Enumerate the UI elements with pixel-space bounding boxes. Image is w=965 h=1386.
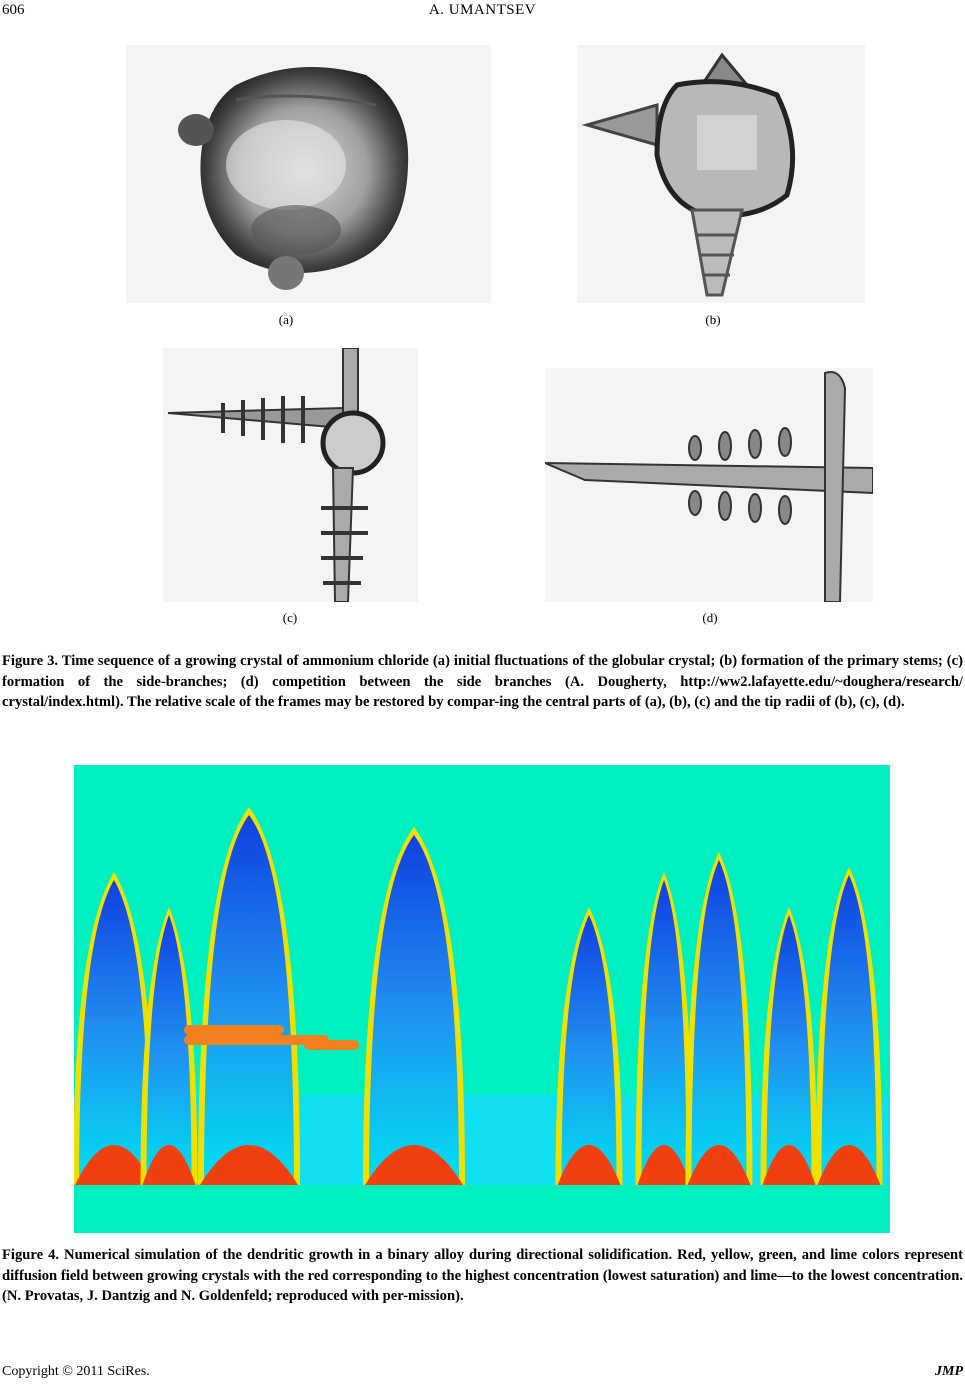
globular-crystal-image	[126, 45, 491, 303]
dendrite-body	[767, 915, 812, 1185]
page-number: 606	[2, 2, 25, 18]
figure3-panel-a	[126, 45, 491, 303]
side-branches-image	[163, 348, 418, 602]
dendrite-body	[822, 875, 877, 1185]
figure3-label-a: (a)	[278, 312, 294, 327]
figure3-panel-b	[577, 45, 865, 303]
journal-abbreviation: JMP	[935, 1364, 963, 1379]
dendrite-body	[204, 815, 294, 1185]
running-title: A. UMANTSEV	[428, 2, 537, 18]
figure4-simulation	[74, 765, 890, 1233]
primary-stems-image	[577, 45, 865, 303]
side-branch-competition-image	[545, 368, 873, 602]
figure3-caption	[2, 651, 963, 713]
figure3-label-d: (d)	[702, 610, 718, 625]
figure3-panel-d	[545, 368, 873, 602]
side-branch	[184, 1025, 284, 1035]
figure4-caption-text: Figure 4. Numerical simulation of the dendritic growth in a binary alloy during directional solidification. Red, yellow, green, and lime colors represent diffusion field between growing crystals with the red corresponding to the highest concentration (lowest saturation) and lime—to the lowest concentration. (N. Provatas, J. Dantzig and N. Goldenfeld; reproduced with per-mission).	[2, 1247, 963, 1304]
dendrite-body	[642, 880, 687, 1185]
dendrite-body	[692, 860, 747, 1185]
dendrite-body	[369, 835, 459, 1185]
copyright-notice: Copyright © 2011 SciRes.	[2, 1364, 150, 1379]
figure4-caption	[2, 1245, 963, 1307]
dendrite-body	[147, 915, 192, 1185]
side-branch	[304, 1040, 359, 1050]
dendritic-growth-simulation-image	[74, 765, 890, 1233]
dendrite-body	[79, 880, 149, 1185]
figure3-label-b: (b)	[705, 312, 721, 327]
bottom-band	[74, 1185, 890, 1233]
figure3-caption-text: Figure 3. Time sequence of a growing crystal of ammonium chloride (a) initial fluctuations of the globular crystal; (b) formation of the primary stems; (c) formation of the side-branches; (d) competition between the side branches (A. Dougherty, http://ww2.lafayette.edu/~doughera/research/ crystal/index.html). The relative scale of the frames may be restored by compar-ing the central parts of (a), (b), (c) and the tip radii of (b), (c), (d).	[2, 653, 963, 710]
figure3-label-c: (c)	[282, 610, 298, 625]
figure3-panel-c	[163, 348, 418, 602]
dendrite-body	[562, 915, 617, 1185]
